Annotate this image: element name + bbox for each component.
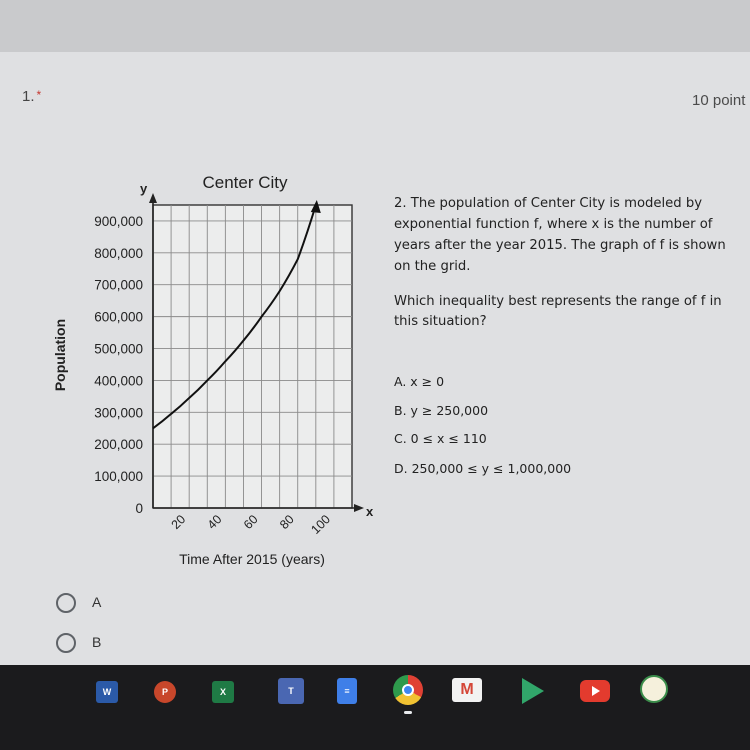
x-tick-label: 60 xyxy=(240,512,261,532)
question-points: 10 point xyxy=(692,92,746,109)
y-tick-label: 800,000 xyxy=(94,245,143,261)
chart-title: Center City xyxy=(202,173,288,192)
x-tick-label: 40 xyxy=(204,512,225,532)
y-tick-label: 200,000 xyxy=(94,437,143,453)
taskbar-shelf xyxy=(0,665,750,750)
teams-icon[interactable]: T xyxy=(278,678,304,704)
y-axis-label: Population xyxy=(52,318,68,392)
problem-text xyxy=(394,193,739,332)
word-icon[interactable]: W xyxy=(96,681,118,703)
y-axis-letter: y xyxy=(140,181,148,196)
play-store-icon[interactable] xyxy=(522,678,544,704)
chrome-icon[interactable] xyxy=(393,675,423,705)
youtube-icon[interactable] xyxy=(580,680,610,702)
x-tick-label: 100 xyxy=(308,512,334,537)
question-number-text: 1. xyxy=(22,88,35,105)
plot-area xyxy=(153,205,352,508)
y-tick-label: 400,000 xyxy=(94,373,143,389)
powerpoint-icon[interactable]: P xyxy=(154,681,176,703)
x-axis-letter: x xyxy=(366,504,374,519)
y-tick-label: 100,000 xyxy=(94,469,143,485)
problem-option-b: B. y ≥ 250,000 xyxy=(394,403,489,418)
problem-option-d: D. 250,000 ≤ y ≤ 1,000,000 xyxy=(394,461,572,476)
docs-icon[interactable]: ≡ xyxy=(337,678,357,704)
x-axis-label: Time After 2015 (years) xyxy=(179,551,325,567)
x-axis-arrow xyxy=(354,504,364,512)
gmail-icon[interactable]: M xyxy=(452,678,482,702)
x-tick-label: 80 xyxy=(277,512,297,532)
y-tick-label: 0 xyxy=(135,501,143,516)
y-axis-arrow xyxy=(149,193,157,203)
choice-b-label: B xyxy=(92,634,102,650)
y-tick-label: 900,000 xyxy=(94,213,143,229)
problem-option-a: A. x ≥ 0 xyxy=(394,374,445,389)
choice-a-label: A xyxy=(92,594,102,610)
excel-icon[interactable]: X xyxy=(212,681,234,703)
problem-question: Which inequality best represents the range of f in this situation? xyxy=(394,294,722,329)
y-tick-label: 300,000 xyxy=(94,405,143,421)
required-asterisk: * xyxy=(36,88,42,102)
problem-stem: 2. The population of Center City is modeled by exponential function f, where x is the number of years after the year 2015. The graph of f is shown on the grid. xyxy=(394,196,726,274)
radio-button-a[interactable] xyxy=(56,593,76,613)
problem-option-c: C. 0 ≤ x ≤ 110 xyxy=(394,431,487,446)
radio-button-b[interactable] xyxy=(56,633,76,653)
x-tick-label: 20 xyxy=(168,512,189,532)
y-tick-label: 700,000 xyxy=(94,277,143,293)
y-tick-label: 600,000 xyxy=(94,309,143,325)
y-tick-label: 500,000 xyxy=(94,341,143,357)
classroom-icon[interactable] xyxy=(640,675,668,703)
chrome-active-indicator xyxy=(404,711,412,714)
